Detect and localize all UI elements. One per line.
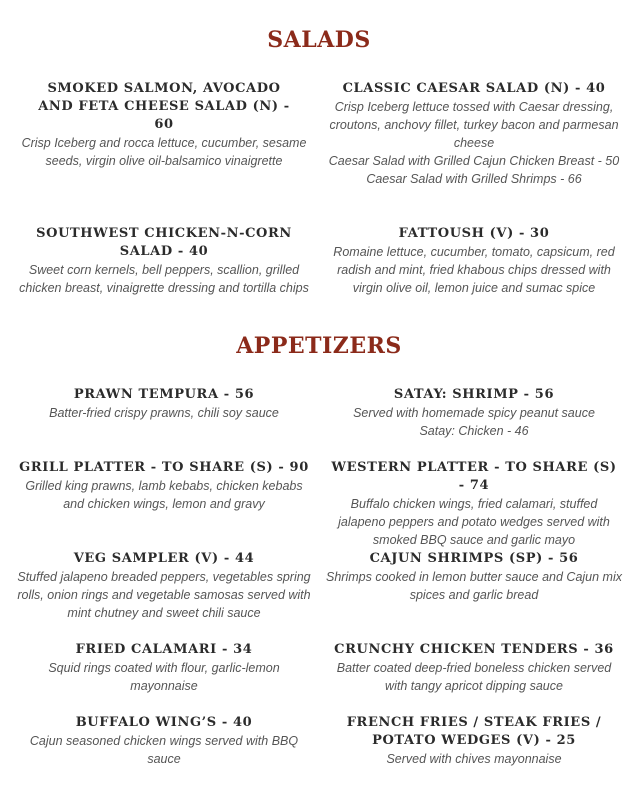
menu-item-southwest-chicken-corn-salad xyxy=(16,225,312,297)
menu-item-prawn-tempura xyxy=(16,386,312,422)
menu-item-classic-caesar-salad xyxy=(326,80,622,188)
item-variant: Caesar Salad with Grilled Cajun Chicken Breast - 50 xyxy=(328,154,620,168)
item-description: Buffalo chicken wings, fried calamari, stuffed jalapeno peppers and potato wedges served with smoked BBQ sauce and garlic mayo xyxy=(338,497,610,547)
menu-item-fried-calamari xyxy=(16,641,312,695)
item-title: CRUNCHY CHICKEN TENDERS - 36 xyxy=(334,642,614,657)
item-title: CLASSIC CAESAR SALAD (N) - 40 xyxy=(342,81,606,96)
menu-item-satay-shrimp xyxy=(326,386,622,440)
menu-item-buffalo-wings xyxy=(16,714,312,768)
item-title: VEG SAMPLER (V) - 44 xyxy=(73,551,255,566)
item-title: SOUTHWEST CHICKEN-N-CORN SALAD - 40 xyxy=(36,226,292,259)
item-title: CAJUN SHRIMPS (SP) - 56 xyxy=(369,551,579,566)
item-description: Squid rings coated with flour, garlic-lemon mayonnaise xyxy=(48,661,280,693)
item-title: BUFFALO WING’S - 40 xyxy=(75,715,253,730)
item-title: SATAY: SHRIMP - 56 xyxy=(393,387,555,402)
item-description: Romaine lettuce, cucumber, tomato, capsicum, red radish and mint, fried khabous chips dressed with virgin olive oil, lemon juice and sumac spice xyxy=(333,245,615,295)
item-title: FATTOUSH (V) - 30 xyxy=(398,226,550,241)
item-variant: Satay: Chicken - 46 xyxy=(419,424,529,438)
menu-item-grill-platter xyxy=(16,459,312,513)
item-description: Served with chives mayonnaise xyxy=(386,752,562,766)
item-title: GRILL PLATTER - TO SHARE (S) - 90 xyxy=(19,460,309,475)
menu-item-western-platter xyxy=(326,459,622,549)
item-description: Shrimps cooked in lemon butter sauce and Cajun mix spices and garlic bread xyxy=(326,570,622,602)
item-title: PRAWN TEMPURA - 56 xyxy=(73,387,255,402)
item-description: Cajun seasoned chicken wings served with BBQ sauce xyxy=(29,734,299,766)
menu-item-fries-wedges xyxy=(326,714,622,768)
item-variant: Caesar Salad with Grilled Shrimps - 66 xyxy=(366,172,582,186)
item-description: Batter coated deep-fried boneless chicken served with tangy apricot dipping sauce xyxy=(336,661,612,693)
item-description: Sweet corn kernels, bell peppers, scallion, grilled chicken breast, vinaigrette dressing and tortilla chips xyxy=(19,263,309,295)
item-title: SMOKED SALMON, AVOCADO AND FETA CHEESE SALAD (N) - 60 xyxy=(38,81,290,132)
appetizers-heading: APPETIZERS xyxy=(236,333,402,359)
item-description: Crisp Iceberg lettuce tossed with Caesar dressing, croutons, anchovy fillet, turkey bacon and parmesan cheese xyxy=(329,100,619,150)
item-description: Served with homemade spicy peanut sauce xyxy=(353,406,595,420)
menu-item-cajun-shrimps xyxy=(326,550,622,604)
menu-item-fattoush xyxy=(326,225,622,297)
menu-item-smoked-salmon-salad xyxy=(16,80,312,170)
item-description: Stuffed jalapeno breaded peppers, vegetables spring rolls, onion rings and vegetable samosas served with mint chutney and sweet chili sauce xyxy=(17,570,311,620)
item-title: FRENCH FRIES / STEAK FRIES / POTATO WEDGES (V) - 25 xyxy=(346,715,602,748)
item-description: Crisp Iceberg and rocca lettuce, cucumber, sesame seeds, virgin olive oil-balsamico vinaigrette xyxy=(21,136,307,168)
salads-heading: SALADS xyxy=(267,27,371,53)
item-title: FRIED CALAMARI - 34 xyxy=(75,642,253,657)
item-description: Batter-fried crispy prawns, chili soy sauce xyxy=(49,406,279,420)
menu-item-crunchy-chicken-tenders xyxy=(326,641,622,695)
menu-item-veg-sampler xyxy=(16,550,312,622)
item-description: Grilled king prawns, lamb kebabs, chicken kebabs and chicken wings, lemon and gravy xyxy=(25,479,303,511)
item-title: WESTERN PLATTER - TO SHARE (S) - 74 xyxy=(331,460,617,493)
